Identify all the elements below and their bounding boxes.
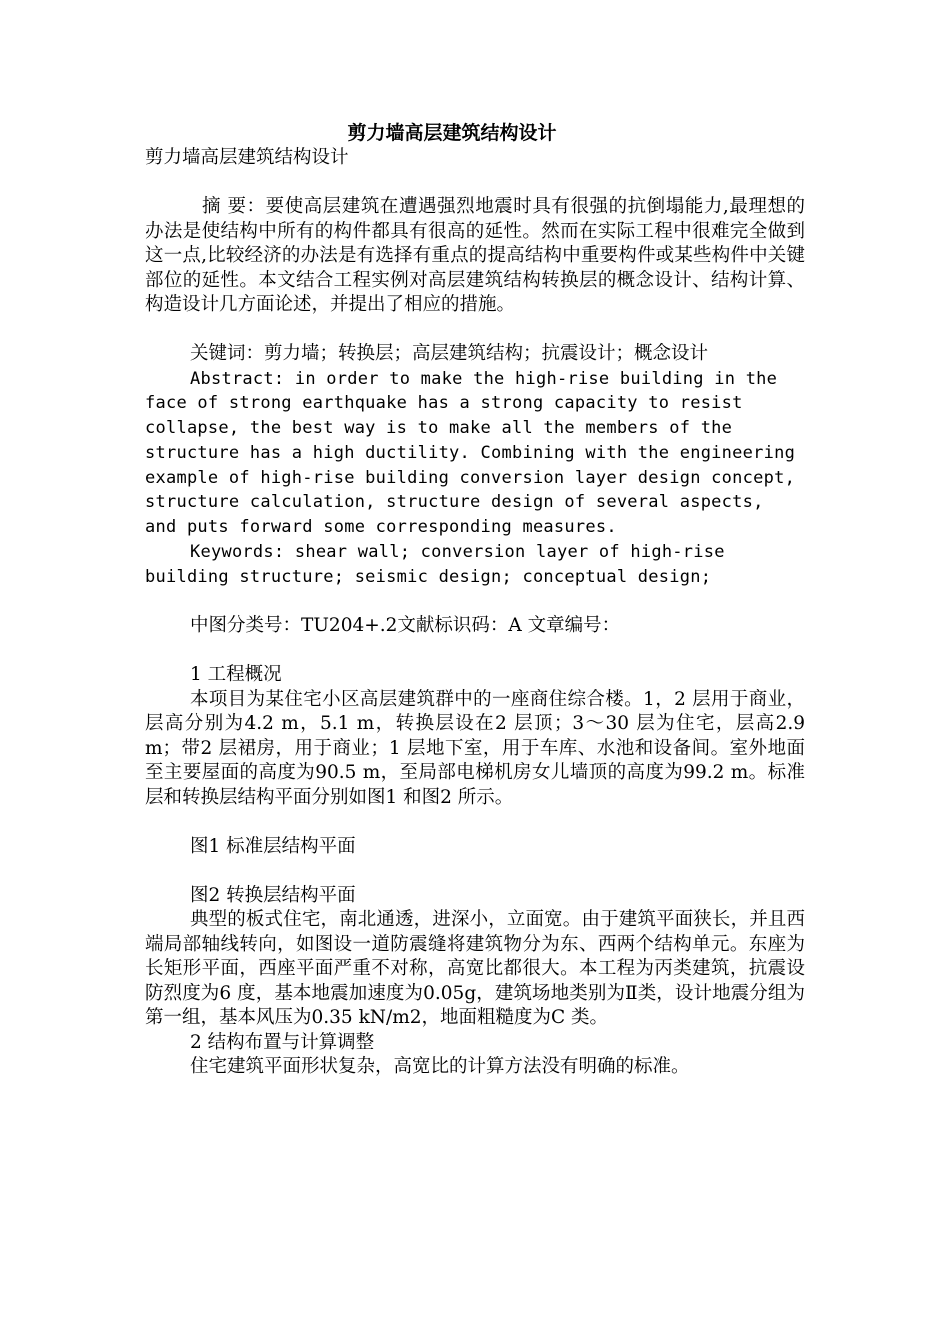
document-title: 剪力墙高层建筑结构设计 [347, 122, 557, 144]
section-1-body: 本项目为某住宅小区高层建筑群中的一座商住综合楼。1，2 层用于商业，层高分别为4.2 m，5.1 m，转换层设在2 层顶；3～30 层为住宅，层高2.9 m；带2 层裙房，用于商业；1 层地下室，用于车库、水池和设备间。室外地面至主要屋面的高度为90.5 m，至局部电梯机房女儿墙顶的高度为99.2 m。标准层和转换层结构平面分别如图1 和图2 所示。 [145, 688, 805, 808]
body-paragraph: 典型的板式住宅，南北通透，进深小，立面宽。由于建筑平面狭长，并且西端局部轴线转向，如图设一道防震缝将建筑物分为东、西两个结构单元。东座为长矩形平面，西座平面严重不对称，高宽比都很大。本工程为丙类建筑，抗震设防烈度为6 度，基本地震加速度为0.05g，建筑场地类别为Ⅱ类，设计地震分组为第一组，基本风压为0.35 kN/m2，地面粗糙度为C 类。 [145, 909, 805, 1029]
document-subtitle: 剪力墙高层建筑结构设计 [145, 147, 349, 168]
keywords-english: Keywords: shear wall; conversion layer of high-rise building structure; seismic design; conceptual design; [145, 542, 725, 587]
spacer [145, 590, 805, 615]
spacer [145, 810, 805, 835]
abstract-english: Abstract: in order to make the high-rise building in the face of strong earthquake has a strong capacity to resist collapse, the best way is to make all the members of the structure has a high ductility. Combining with the engineering example of high-rise building conversion layer design concept, structure calculation, structure design of several aspects, and puts forward some corresponding measures. [145, 368, 796, 538]
section-2-body: 住宅建筑平面形状复杂，高宽比的计算方法没有明确的标准。 [190, 1056, 690, 1078]
abstract-chinese: 摘 要：要使高层建筑在遭遇强烈地震时具有很强的抗倒塌能力,最理想的办法是使结构中所有的构件都具有很高的延性。然而在实际工程中很难完全做到这一点,比较经济的办法是有选择有重点的提高结构中重要构件或某些构件中关键部位的延性。本文结合工程实例对高层建筑结构转换层的概念设计、结构计算、构造设计几方面论述，并提出了相应的措施。 [145, 196, 805, 315]
section-1-heading: 1 工程概况 [190, 664, 282, 686]
classification-line: 中图分类号：TU204+.2文献标识码：A 文章编号： [190, 615, 621, 637]
document-page [145, 120, 805, 1080]
spacer [145, 639, 805, 664]
figure-1-caption: 图1 标准层结构平面 [190, 835, 356, 857]
spacer [145, 859, 805, 884]
spacer [145, 318, 805, 343]
spacer [145, 171, 805, 196]
section-2-heading: 2 结构布置与计算调整 [190, 1031, 375, 1053]
figure-2-caption: 图2 转换层结构平面 [190, 884, 356, 906]
keywords-chinese: 关键词：剪力墙；转换层；高层建筑结构；抗震设计；概念设计 [190, 343, 709, 364]
